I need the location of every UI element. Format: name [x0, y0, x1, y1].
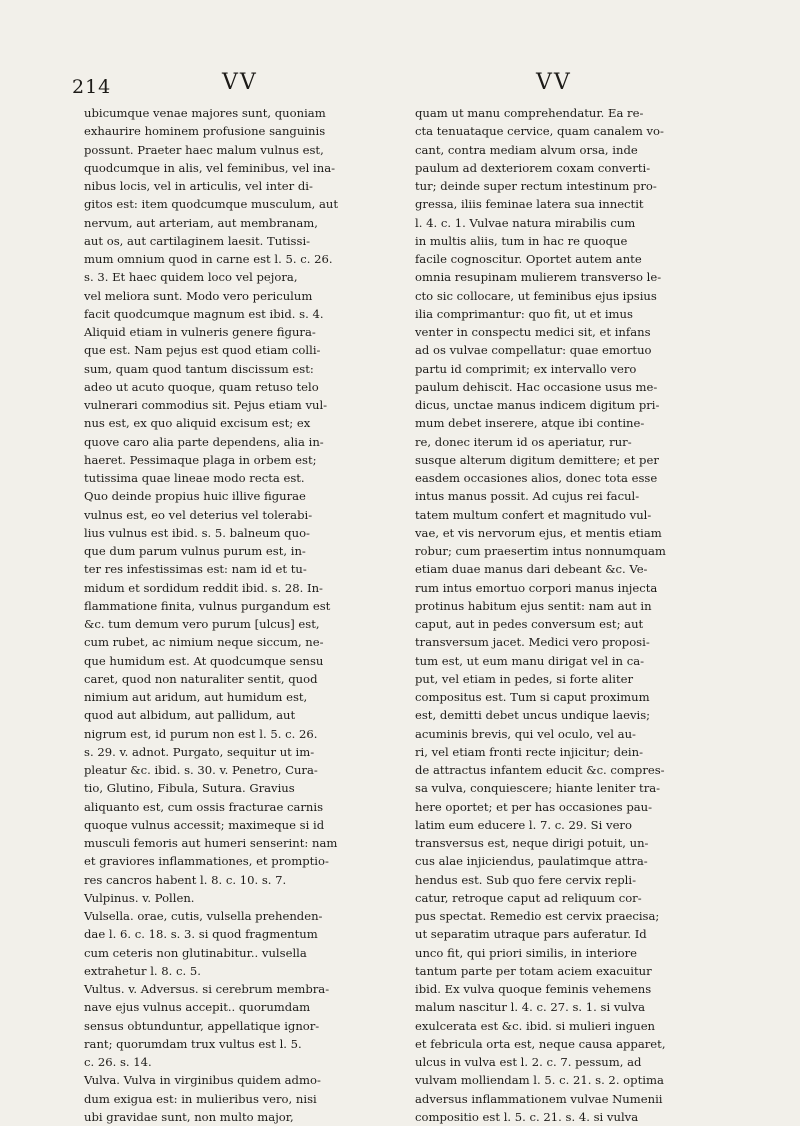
text-line: Quo deinde propius huic illive figurae	[84, 489, 306, 504]
text-line: caret, quod non naturaliter sentit, quod	[84, 671, 318, 686]
text-line: tantum parte per totam aciem exacuitur	[415, 963, 652, 978]
text-line: tur; deinde super rectum intestinum pro-	[415, 179, 657, 193]
text-line: res cancros habent l. 8. c. 10. s. 7.	[84, 872, 287, 887]
text-line: cta tenuataque cervice, quam canalem vo-	[415, 124, 664, 139]
text-line: caput, aut in pedes conversum est; aut	[415, 617, 644, 631]
text-line: here oportet; et per has occasiones pau-	[415, 799, 653, 814]
text-line: Vulpinus. v. Pollen.	[84, 890, 195, 905]
text-line: transversum jacet. Medici vero proposi-	[415, 635, 650, 650]
text-line: compositus est. Tum si caput proximum	[415, 690, 650, 704]
text-line: latim eum educere l. 7. c. 29. Si vero	[415, 817, 632, 832]
text-line: robur; cum praesertim intus nonnumquam	[415, 544, 666, 558]
text-line: Vultus. v. Adversus. si cerebrum membra-	[84, 982, 330, 996]
text-line: que humidum est. At quodcumque sensu	[84, 653, 324, 668]
text-line: l. 4. c. 1. Vulvae natura mirabilis cum	[415, 215, 636, 230]
text-line: tum est, ut eum manu dirigat vel in ca-	[415, 653, 645, 668]
text-line: ri, vel etiam fronti recte injicitur; dein-	[415, 744, 643, 759]
text-line: adeo ut acuto quoque, quam retuso telo	[84, 379, 319, 394]
text-line: musculi femoris aut humeri senserint: nam	[84, 836, 338, 850]
text-line: Aliquid etiam in vulneris genere figura-	[84, 325, 316, 339]
text-line: nimium aut aridum, aut humidum est,	[84, 690, 308, 704]
text-line: paulum ad dexteriorem coxam converti-	[415, 160, 651, 175]
text-line: vulvam molliendam l. 5. c. 21. s. 2. optima	[415, 1073, 664, 1088]
text-line: quodcumque in alis, vel feminibus, vel ina-	[84, 160, 336, 175]
text-line: etiam duae manus dari debeant &c. Ve-	[415, 562, 648, 577]
text-line: facit quodcumque magnum est ibid. s. 4.	[84, 306, 324, 321]
text-line: vulnerari commodius sit. Pejus etiam vul-	[84, 398, 328, 412]
text-line: adversus inflammationem vulvae Numenii	[415, 1091, 663, 1106]
text-line: cum ceteris non glutinabitur.. vulsella	[84, 945, 307, 960]
text-line: vae, et vis nervorum ejus, et mentis etiam	[415, 525, 662, 540]
text-line: gressa, iliis feminae latera sua innectit	[415, 197, 644, 212]
text-line: intus manus possit. Ad cujus rei facul-	[415, 489, 640, 504]
text-line: c. 26. s. 14.	[84, 1055, 152, 1069]
text-line: pus spectat. Remedio est cervix praecisa;	[415, 909, 660, 923]
text-line: ilia comprimantur: quo fit, ut et imus	[415, 306, 633, 321]
text-line: sensus obtunduntur, appellatique ignor-	[84, 1018, 320, 1033]
text-line: Vulva. Vulva in virginibus quidem admo-	[84, 1073, 321, 1088]
text-line: cant, contra mediam alvum orsa, inde	[415, 142, 638, 157]
right-text-column	[415, 104, 731, 1126]
text-line: que est. Nam pejus est quod etiam colli-	[84, 343, 321, 358]
text-line: aliquanto est, cum ossis fracturae carnis	[84, 799, 324, 814]
text-line: de attractus infantem educit &c. compres-	[415, 763, 665, 777]
text-line: cus alae injiciendus, paulatimque attra-	[415, 854, 648, 869]
text-line: ubicumque venae majores sunt, quoniam	[84, 106, 326, 120]
text-line: et graviores inflammationes, et promptio-	[84, 854, 329, 869]
text-line: nus est, ex quo aliquid excisum est; ex	[84, 416, 311, 431]
text-line: est, demitti debet uncus undique laevis;	[415, 708, 651, 723]
text-line: tutissima quae lineae modo recta est.	[84, 471, 305, 485]
text-line: ibid. Ex vulva quoque feminis vehemens	[415, 982, 652, 996]
text-line: transversus est, neque dirigi potuit, un-	[415, 836, 649, 850]
text-line: gitos est: item quodcumque musculum, aut	[84, 197, 338, 212]
running-head-left: VV	[222, 70, 258, 95]
text-line: rum intus emortuo corpori manus injecta	[415, 580, 658, 595]
text-line: malum nascitur l. 4. c. 27. s. 1. si vulva	[415, 1000, 646, 1015]
text-line: lius vulnus est ibid. s. 5. balneum quo-	[84, 525, 310, 540]
text-line: cum rubet, ac nimium neque siccum, ne-	[84, 635, 324, 650]
running-head-right: VV	[536, 70, 572, 95]
text-line: nibus locis, vel in articulis, vel inter di-	[84, 179, 313, 193]
left-text-column	[84, 104, 384, 1126]
text-line: possunt. Praeter haec malum vulnus est,	[84, 142, 324, 157]
text-line: vel meliora sunt. Modo vero periculum	[84, 288, 313, 303]
text-line: pleatur &c. ibid. s. 30. v. Penetro, Cura-	[84, 763, 318, 777]
text-line: quam ut manu comprehendatur. Ea re-	[415, 106, 644, 120]
text-line: &c. tum demum vero purum [ulcus] est,	[84, 617, 320, 631]
text-line: que dum parum vulnus purum est, in-	[84, 544, 306, 558]
text-line: paulum dehiscit. Hac occasione usus me-	[415, 379, 658, 394]
text-line: nave ejus vulnus accepit.. quorumdam	[84, 1000, 311, 1015]
text-line: ad os vulvae compellatur: quae emortuo	[415, 343, 652, 358]
text-line: rant; quorumdam trux vultus est l. 5.	[84, 1036, 302, 1051]
text-line: put, vel etiam in pedes, si forte aliter	[415, 671, 634, 686]
text-line: s. 3. Et haec quidem loco vel pejora,	[84, 270, 298, 285]
text-line: re, donec iterum id os aperiatur, rur-	[415, 434, 632, 449]
text-line: hendus est. Sub quo fere cervix repli-	[415, 872, 637, 887]
text-line: et febricula orta est, neque causa apparet,	[415, 1036, 666, 1051]
text-line: facile cognoscitur. Oportet autem ante	[415, 252, 642, 266]
text-line: dae l. 6. c. 18. s. 3. si quod fragmentum	[84, 927, 318, 942]
text-line: omnia resupinam mulierem transverso le-	[415, 270, 662, 285]
text-line: s. 29. v. adnot. Purgato, sequitur ut im-	[84, 744, 315, 759]
text-line: quod aut albidum, aut pallidum, aut	[84, 708, 296, 723]
text-line: cto sic collocare, ut feminibus ejus ipsius	[415, 288, 657, 303]
text-line: exulcerata est &c. ibid. si mulieri inguen	[415, 1018, 656, 1033]
text-line: dicus, unctae manus indicem digitum pri-	[415, 398, 660, 412]
text-line: quoque vulnus accessit; maximeque si id	[84, 817, 325, 832]
text-line: susque alterum digitum demittere; et per	[415, 452, 659, 467]
text-line: unco fit, qui priori similis, in interiore	[415, 945, 638, 960]
text-line: ulcus in vulva est l. 2. c. 7. pessum, ad	[415, 1055, 642, 1069]
text-line: midum et sordidum reddit ibid. s. 28. In-	[84, 580, 323, 595]
text-line: tatem multum confert et magnitudo vul-	[415, 507, 652, 522]
text-line: ter res infestissimas est: nam id et tu-	[84, 562, 307, 577]
text-line: aut os, aut cartilaginem laesit. Tutissi-	[84, 233, 311, 248]
text-line: vulnus est, eo vel deterius vel tolerabi-	[84, 507, 313, 522]
text-line: extrahetur l. 8. c. 5.	[84, 963, 201, 978]
text-line: venter in conspectu medici sit, et infans	[415, 325, 651, 339]
page-number: 214	[72, 76, 112, 98]
text-line: mum debet inserere, atque ibi contine-	[415, 416, 645, 431]
text-line: dum exigua est: in mulieribus vero, nisi	[84, 1091, 317, 1106]
text-line: exhaurire hominem profusione sanguinis	[84, 124, 326, 139]
text-line: catur, retroque caput ad reliquum cor-	[415, 890, 642, 905]
text-line: ut separatim utraque pars auferatur. Id	[415, 927, 647, 942]
text-line: easdem occasiones alios, donec tota esse	[415, 471, 658, 485]
text-line: mum omnium quod in carne est l. 5. c. 26.	[84, 252, 333, 266]
text-line: tio, Glutino, Fibula, Sutura. Gravius	[84, 781, 295, 796]
text-line: acuminis brevis, qui vel oculo, vel au-	[415, 726, 636, 741]
text-line: quove caro alia parte dependens, alia in-	[84, 434, 324, 449]
text-line: sum, quam quod tantum discissum est:	[84, 361, 314, 376]
text-line: nigrum est, id purum non est l. 5. c. 26.	[84, 726, 318, 741]
text-line: nervum, aut arteriam, aut membranam,	[84, 215, 318, 230]
text-line: sa vulva, conquiescere; hiante leniter tra-	[415, 781, 661, 796]
text-line: flammatione finita, vulnus purgandum est	[84, 598, 331, 613]
text-line: ubi gravidae sunt, non multo major,	[84, 1109, 294, 1124]
text-line: in multis aliis, tum in hac re quoque	[415, 233, 628, 248]
text-line: haeret. Pessimaque plaga in orbem est;	[84, 452, 317, 467]
text-line: compositio est l. 5. c. 21. s. 4. si vulva	[415, 1109, 639, 1124]
text-line: Vulsella. orae, cutis, vulsella prehenden-	[84, 909, 323, 923]
text-line: partu id comprimit; ex intervallo vero	[415, 361, 637, 376]
text-line: protinus habitum ejus sentit: nam aut in	[415, 598, 652, 613]
